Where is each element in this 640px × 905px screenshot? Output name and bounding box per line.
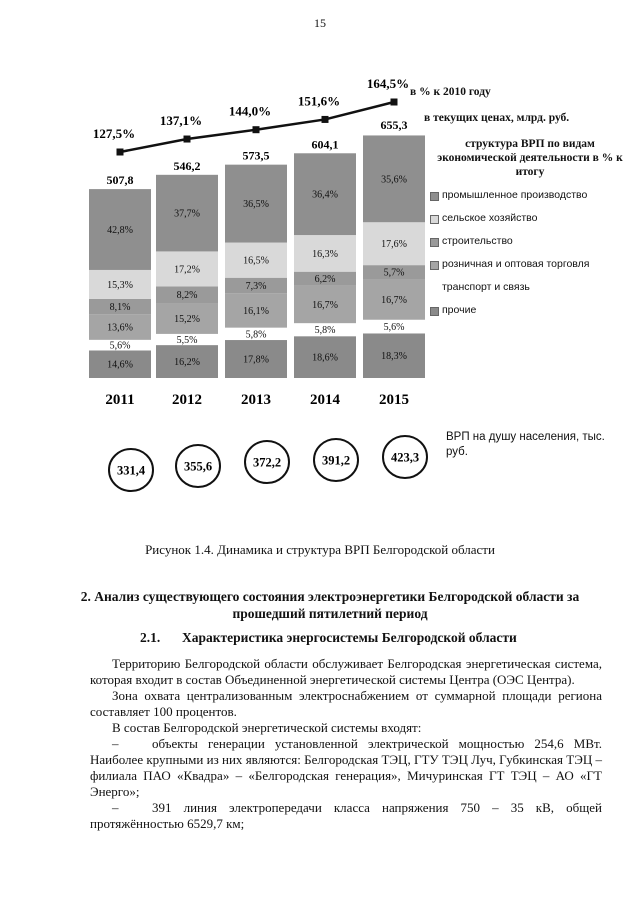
segment-label: 16,2%: [174, 357, 200, 369]
legend-item: [430, 304, 630, 317]
segment-label: 17,2%: [174, 264, 200, 276]
legend-label: розничная и оптовая торговля: [442, 258, 590, 270]
legend-item: [430, 235, 630, 248]
legend-swatch: [430, 261, 439, 270]
subsection-title-text: Характеристика энергосистемы Белгородской области: [182, 630, 517, 645]
segment-label: 15,3%: [107, 279, 133, 291]
segment-label: 35,6%: [381, 174, 407, 186]
paragraph: В состав Белгородской энергетической системы входят:: [112, 720, 422, 735]
list-item: [90, 800, 602, 832]
per-capita-note: ВРП на душу населения, тыс. руб.: [446, 431, 605, 458]
legend-swatch: [430, 192, 439, 201]
subsection-title: [140, 630, 560, 646]
legend-label: промышленное производство: [442, 189, 588, 201]
legend-items: [430, 189, 630, 317]
list-dash: –: [112, 800, 119, 815]
segment-label: 8,2%: [176, 290, 198, 302]
segment-label: 5,8%: [314, 325, 336, 337]
index-marker: [117, 149, 124, 156]
segment-label: 8,1%: [109, 302, 131, 314]
segment-label: 17,8%: [243, 354, 269, 366]
per-capita-label: 355,6: [183, 459, 213, 474]
section-title: 2. Анализ существующего состояния электроэнергетики Белгородской области за прошедший пятилетний период: [80, 589, 580, 621]
legend-swatch: [430, 238, 439, 247]
index-label: 164,5%: [366, 76, 410, 91]
segment-label: 16,3%: [312, 248, 338, 260]
index-label: 151,6%: [297, 93, 341, 109]
legend-label: прочие: [442, 304, 477, 316]
legend-item: [430, 189, 630, 202]
figure-caption: Рисунок 1.4. Динамика и структура ВРП Белгородской области: [145, 542, 495, 557]
chart-legend: [410, 85, 630, 317]
legend-label: транспорт и связь: [442, 281, 530, 293]
year-label: 2011: [105, 392, 135, 408]
list-dash: –: [112, 736, 119, 751]
index-label: 137,1%: [159, 113, 203, 129]
total-label: 573,5: [242, 148, 270, 163]
per-capita-label: 372,2: [252, 455, 282, 470]
segment-label: 16,5%: [243, 255, 269, 267]
total-label: 604,1: [311, 137, 339, 152]
list-item-text: объекты генерации установленной электрической мощностью 254,6 МВт. Наиболее крупными из них являются: Белгородская ТЭЦ, ГТУ ТЭЦ Луч, Губкинская ТЭЦ – филиала ПАО «Квадра» – «Белгородская генерация», Мичуринская ГТ ТЭЦ – АО «ГТ Энерго»;: [90, 736, 602, 799]
legend-label: сельское хозяйство: [442, 212, 538, 224]
segment-label: 16,7%: [381, 294, 407, 306]
list-item-text: 391 линия электропередачи класса напряжения 750 – 35 кВ, общей протяжённостью 6529,7 км;: [90, 800, 602, 831]
segment-label: 14,6%: [107, 359, 133, 371]
index-marker: [322, 116, 329, 123]
paragraph: Территорию Белгородской области обслуживает Белгородская энергетическая система, которая входит в состав Объединенной энергетической системы Центра (ОЭС Центра).: [90, 656, 602, 687]
segment-label: 18,6%: [312, 352, 338, 364]
segment-label: 37,7%: [174, 208, 200, 220]
total-label: 507,8: [106, 173, 134, 188]
index-marker: [184, 136, 191, 143]
segment-label: 6,2%: [314, 274, 336, 286]
segment-label: 36,4%: [312, 189, 338, 201]
year-label: 2014: [310, 392, 340, 408]
legend-swatch: [430, 284, 439, 293]
year-label: 2012: [172, 392, 202, 408]
segment-label: 5,5%: [176, 334, 198, 346]
segment-label: 7,3%: [245, 281, 267, 293]
legend-item: [430, 258, 630, 271]
total-label: 655,3: [380, 118, 408, 133]
legend-note-prices: в текущих ценах, млрд. руб.: [424, 112, 570, 124]
segment-label: 13,6%: [107, 322, 133, 334]
segment-label: 16,1%: [243, 305, 269, 317]
legend-item: [430, 212, 630, 225]
segment-label: 17,6%: [381, 239, 407, 251]
segment-label: 36,5%: [243, 199, 269, 211]
index-marker: [253, 126, 260, 133]
legend-structure-title: структура ВРП по видам экономической деятельности в % к итогу: [437, 138, 623, 178]
index-label: 144,0%: [228, 103, 272, 119]
index-marker: [391, 99, 398, 106]
segment-label: 18,3%: [381, 351, 407, 363]
page-number: 15: [314, 16, 326, 30]
per-capita-label: 391,2: [321, 453, 351, 468]
per-capita-label: 331,4: [116, 463, 146, 478]
segment-label: 5,6%: [109, 340, 131, 352]
year-label: 2015: [379, 392, 409, 408]
subsection-number: 2.1.: [140, 630, 161, 645]
segment-label: 5,8%: [245, 329, 267, 341]
legend-swatch: [430, 307, 439, 316]
legend-label: строительство: [442, 235, 513, 247]
legend-item: [430, 281, 630, 294]
segment-label: 5,6%: [383, 322, 405, 334]
legend-note-percent: в % к 2010 году: [410, 86, 491, 98]
paragraph: Зона охвата централизованным электроснабжением от суммарной площади региона составляет 100 процентов.: [90, 688, 602, 719]
segment-label: 5,7%: [383, 267, 405, 279]
total-label: 546,2: [173, 158, 201, 173]
segment-label: 16,7%: [312, 299, 338, 311]
list-item: [90, 736, 602, 800]
segment-label: 15,2%: [174, 313, 200, 325]
legend-swatch: [430, 215, 439, 224]
per-capita-label: 423,3: [390, 450, 420, 465]
year-label: 2013: [241, 392, 271, 408]
body-text: [90, 656, 602, 832]
segment-label: 42,8%: [107, 225, 133, 237]
index-label: 127,5%: [92, 126, 136, 141]
